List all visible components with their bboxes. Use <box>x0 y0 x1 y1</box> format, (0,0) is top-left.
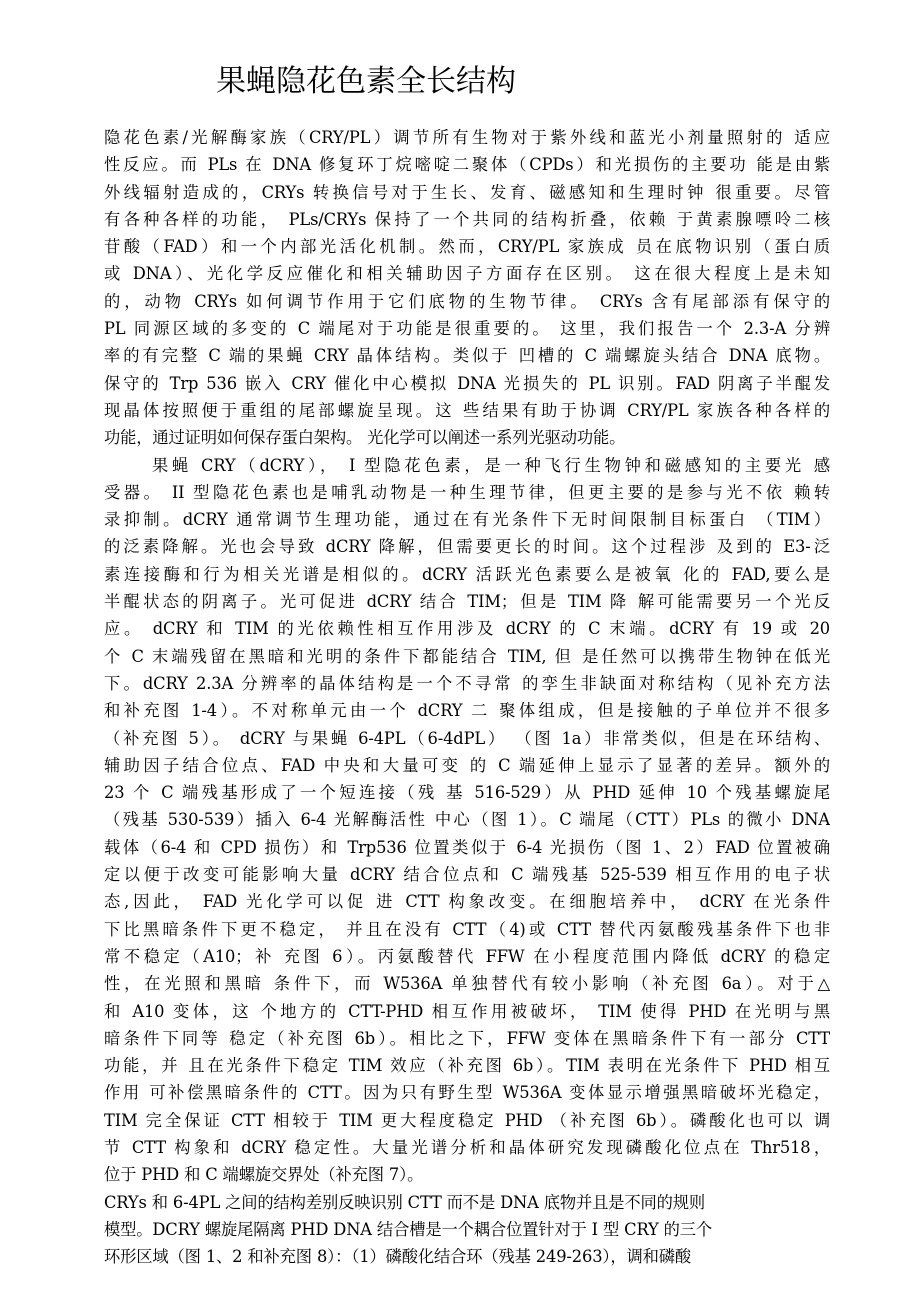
text-line: 现晶体按照便于重组的尾部螺旋呈现。这 些结果有助于协调 CRY/PL 家族各种各样的 <box>104 400 830 420</box>
text-line: 录抑制。dCRY 通常调节生理功能，通过在有光条件下无时间限制目标蛋白 （TIM） <box>104 510 830 530</box>
text-line: 模型。DCRY 螺旋尾隔离 PHD DNA 结合槽是一个耦合位置针对于 I 型 CRY 的三个 <box>104 1219 713 1239</box>
text-line: 作用 可补偿黑暗条件的 CTT。因为只有野生型 W536A 变体显示增强黑暗破坏光稳定， <box>104 1083 830 1103</box>
text-line: 载体（6-4 和 CPD 损伤）和 Trp536 位置类似于 6-4 光损伤（图 1、2）FAD 位置被确 <box>104 837 830 857</box>
text-line: 功能，通过证明如何保存蛋白架构。 光化学可以阐述一系列光驱动功能。 <box>104 428 626 448</box>
text-line: 节 CTT 构象和 dCRY 稳定性。大量光谱分析和晶体研究发现磷酸化位点在 Thr518， <box>104 1137 830 1157</box>
text-line: 有各种各样的功能， PLs/CRYs 保持了一个共同的结构折叠，依赖 于黄素腺嘌呤二核 <box>104 209 830 229</box>
document-body <box>104 124 830 1270</box>
text-line: TIM 完全保证 CTT 相较于 TIM 更大程度稳定 PHD （补充图 6b）。磷酸化也可以 调 <box>104 1110 830 1130</box>
text-line: 态,因此， FAD 光化学可以促 进 CTT 构象改变。在细胞培养中， dCRY 在光条件 <box>104 892 830 912</box>
text-line: CRYs 和 6-4PL 之间的结构差别反映识别 CTT 而不是 DNA 底物并且是不同的规则 <box>104 1192 706 1212</box>
text-line: 率的有完整 C 端的果蝇 CRY 晶体结构。类似于 凹槽的 C 端螺旋头结合 DNA 底物。 <box>104 346 830 366</box>
text-line: 半醌状态的阴离子。光可促进 dCRY 结合 TIM；但是 TIM 降 解可能需要另一个光反 <box>104 592 830 612</box>
text-line: （补充图 5）。 dCRY 与果蝇 6-4PL（6-4dPL） （图 1a）非常类似，但是在环结构、 <box>104 728 830 748</box>
text-line: 环形区域（图 1、2 和补充图 8）：（1）磷酸化结合环（残基 249-263），调和磷酸 <box>104 1247 692 1267</box>
text-line: 或 DNA）、光化学反应催化和相关辅助因子方面存在区别。 这在很大程度上是未知 <box>104 264 830 284</box>
text-line: 隐花色素/光解酶家族（CRY/PL）调节所有生物对于紫外线和蓝光小剂量照射的 适应 <box>104 128 830 147</box>
text-line: 和 A10 变体，这 个地方的 CTT-PHD 相互作用被破坏， TIM 使得 PHD 在光明与黑 <box>104 1001 830 1021</box>
text-line: 个 C 末端残留在黑暗和光明的条件下都能结合 TIM, 但 是任然可以携带生物钟在低光 <box>104 646 830 666</box>
text-line: 果蝇 CRY（dCRY）， I 型隐花色素，是一种飞行生物钟和磁感知的主要光 感 <box>152 455 830 475</box>
text-line: 暗条件下同等 稳定（补充图 6b）。相比之下，FFW 变体在黑暗条件下有一部分 CTT <box>104 1028 830 1048</box>
text-line: 的，动物 CRYs 如何调节作用于它们底物的生物节律。 CRYs 含有尾部添有保守的 <box>104 291 830 311</box>
text-line: 常不稳定（A10；补 充图 6）。丙氨酸替代 FFW 在小程度范围内降低 dCRY 的稳定 <box>104 946 830 966</box>
text-line: 辅助因子结合位点、FAD 中央和大量可变 的 C 端延伸上显示了显著的差异。额外的 <box>104 755 830 775</box>
text-line: 应。 dCRY 和 TIM 的光依赖性相互作用涉及 dCRY 的 C 末端。dCRY 有 19 或 20 <box>104 619 830 639</box>
text-line: 和补充图 1-4）。不对称单元由一个 dCRY 二 聚体组成，但是接触的子单位并不很多 <box>104 701 830 721</box>
text-line: 素连接酶和行为相关光谱是相似的。dCRY 活跃光色素要么是被氧 化的 FAD,要么是 <box>104 564 830 584</box>
text-line: 的泛素降解。光也会导致 dCRY 降解，但需要更长的时间。这个过程涉 及到的 E3-泛 <box>104 537 830 557</box>
text-line: 23 个 C 端残基形成了一个短连接（残 基 516-529）从 PHD 延伸 10 个残基螺旋尾 <box>104 783 830 803</box>
document-title: 果蝇隐花色素全长结构 <box>216 64 516 99</box>
text-line: 受器。 II 型隐花色素也是哺乳动物是一种生理节律，但更主要的是参与光不依 赖转 <box>104 482 830 502</box>
text-line: 性反应。而 PLs 在 DNA 修复环丁烷嘧啶二聚体（CPDs）和光损伤的主要功 能是由紫 <box>104 155 830 175</box>
text-line: 定以便于改变可能影响大量 dCRY 结合位点和 C 端残基 525-539 相互作用的电子状 <box>104 865 830 885</box>
text-line: 位于 PHD 和 C 端螺旋交界处（补充图 7）。 <box>104 1165 424 1185</box>
text-line: 下。dCRY 2.3A 分辨率的晶体结构是一个不寻常 的孪生非缺面对称结构（见补充方法 <box>104 673 830 693</box>
text-line: 外线辐射造成的，CRYs 转换信号对于生长、发育、磁感知和生理时钟 很重要。尽管 <box>104 182 830 202</box>
text-line: 性，在光照和黑暗 条件下，而 W536A 单独替代有较小影响（补充图 6a）。对于△ <box>104 974 830 994</box>
text-line: 苷酸（FAD）和一个内部光活化机制。然而，CRY/PL 家族成 员在底物识别（蛋白质 <box>104 237 830 257</box>
text-line: 功能，并 且在光条件下稳定 TIM 效应（补充图 6b）。TIM 表明在光条件下 PHD 相互 <box>104 1056 830 1076</box>
text-line: （残基 530-539）插入 6-4 光解酶活性 中心（图 1）。C 端尾（CTT）PLs 的微小 DNA <box>104 810 830 830</box>
text-line: 下比黑暗条件下更不稳定， 并且在没有 CTT（4)或 CTT 替代丙氨酸残基条件下也非 <box>104 919 830 939</box>
text-line: 保守的 Trp 536 嵌入 CRY 催化中心模拟 DNA 光损失的 PL 识别。FAD 阴离子半醌发 <box>104 373 830 393</box>
text-line: PL 同源区域的多变的 C 端尾对于功能是很重要的。 这里，我们报告一个 2.3-A 分辨 <box>104 319 830 339</box>
